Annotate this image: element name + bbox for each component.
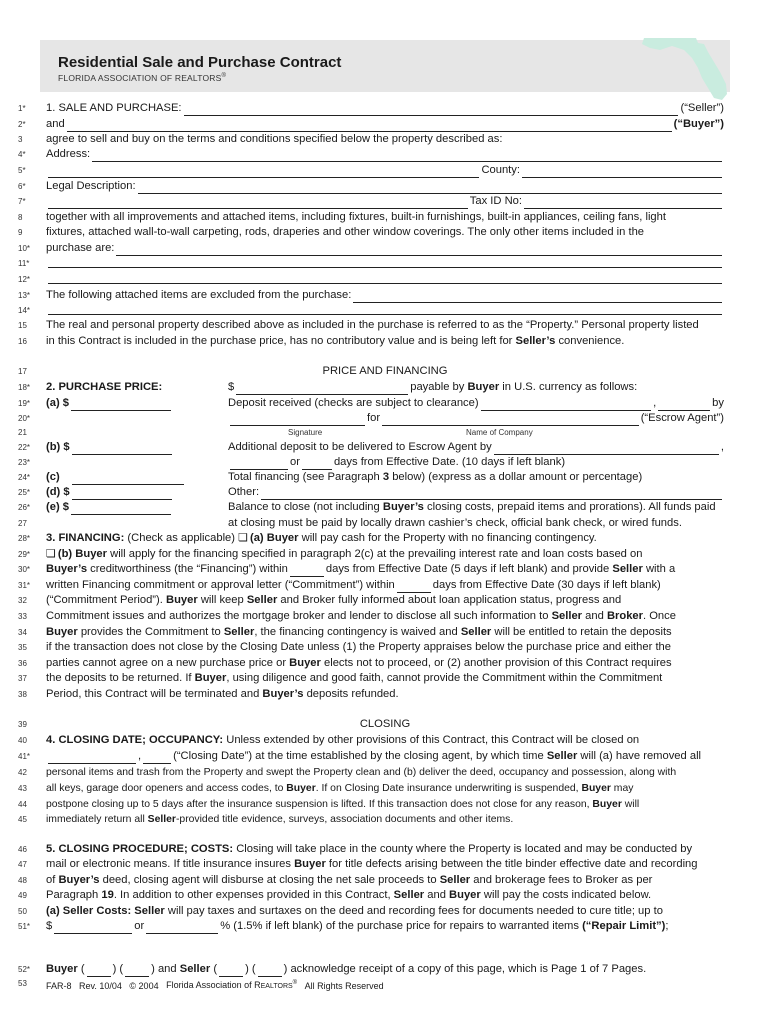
additional-deposit-date-field[interactable] (494, 443, 719, 455)
line-51: 51* $ or % (1.5% if left blank) of the purchase price for repairs to warranted items (“Repair Limit”) ; (18, 920, 669, 932)
excluded-items-field[interactable] (353, 291, 722, 303)
line-18: 18* 2. PURCHASE PRICE: $ payable by Buyer in U.S. currency as follows: (18, 381, 638, 393)
line-35: 35 if the transaction does not close by the Closing Date unless (1) the Property appraises below the purchase price and either the (18, 641, 671, 653)
form-revision: Rev. 10/04 (79, 981, 122, 991)
other-description-field[interactable] (261, 488, 722, 500)
line-39: 39 CLOSING (18, 718, 411, 730)
excluded-items-field-2[interactable] (48, 303, 722, 315)
copyright: © 2004 (129, 981, 159, 991)
line-12: 12* (18, 272, 724, 287)
line-33: 33 Commitment issues and authorizes the mortgage broker and lender to disclose all such information to Seller and Broker . Once (18, 610, 676, 622)
section-heading-closing: CLOSING (359, 718, 411, 730)
line-25: 25* (d) $ Other: (18, 485, 724, 500)
line-1: 1* 1. SALE AND PURCHASE: (“Seller”) (18, 102, 724, 114)
other-d-field[interactable] (72, 488, 172, 500)
line-32: 32 (“Commitment Period”). Buyer will keep Seller and Broker fully informed about loan application status, progress and (18, 594, 622, 606)
line-19: 19* (a) $ Deposit received (checks are subject to clearance) , by (18, 397, 724, 409)
commitment-days-field[interactable] (397, 581, 431, 593)
repair-limit-amount-field[interactable] (54, 922, 132, 934)
tax-id-field[interactable] (524, 197, 722, 209)
legal-description-field-2[interactable] (48, 197, 468, 209)
footer: 53 FAR-8 Rev. 10/04 © 2004 Florida Association of REALTORS® All Rights Reserved (18, 976, 724, 991)
line-28: 28* 3. FINANCING: (Check as applicable) ❏ (a) Buyer will pay cash for the Property with no financing contingency. (18, 532, 597, 544)
line-36: 36 parties cannot agree on a new purchase price or Buyer elects not to proceed, or (2) another provision of this Contract requires (18, 657, 672, 669)
line-11: 11* (18, 256, 724, 271)
address-field-2[interactable] (48, 166, 479, 178)
line-44: 44 postpone closing up to 5 days after the insurance suspension is lifted. If this transaction does not close for any reason, Buyer will (18, 799, 640, 810)
closing-date-field[interactable] (48, 752, 136, 764)
legal-description-field[interactable] (138, 182, 722, 194)
line-13: 13* The following attached items are excluded from the purchase: (18, 288, 724, 303)
additional-deposit-days-field[interactable] (302, 458, 332, 470)
deposit-by-field[interactable] (658, 399, 710, 411)
line-52: 52* Buyer ( ) ( ) and Seller ( ) ( ) acknowledge receipt of a copy of this page, which is Page 1 of 7 Pages. (18, 963, 647, 975)
county-field[interactable] (522, 166, 722, 178)
line-27: 27 at closing must be paid by locally drawn cashier’s check, official bank check, or wired funds. (18, 517, 682, 529)
seller-name-field[interactable] (184, 104, 679, 116)
line-10: 10* purchase are: (18, 241, 724, 256)
association-name: Florida Association of REALTORS® (166, 980, 298, 990)
line-34: 34 Buyer provides the Commitment to Seller , the financing contingency is waived and Seller will be entitled to retain the deposits (18, 626, 672, 638)
financing-days-field[interactable] (290, 565, 324, 577)
line-45: 45 immediately return all Seller -provided title evidence, surveys, association documents and other items. (18, 814, 514, 825)
checkbox-financing[interactable]: ❏ (46, 548, 56, 560)
line-9: 9 fixtures, attached wall-to-wall carpeting, rods, draperies and other window coverings. The only other items included in the (18, 226, 645, 238)
line-47: 47 mail or electronic means. If title insurance insures Buyer for title defects arising between the title binder effective date and recording (18, 858, 698, 870)
line-16: 16 in this Contract is included in the purchase price, has no contributory value and is being left for Seller’s convenience. (18, 335, 625, 347)
line-42: 42 personal items and trash from the Property and swept the Property clean and (b) deliver the deed, occupancy and possession, along with (18, 767, 677, 778)
section-heading-price: PRICE AND FINANCING (322, 365, 448, 377)
line-50: 50 (a) Seller Costs: Seller will pay taxes and surtaxes on the deed and recording fees for documents needed to cure title; up to (18, 905, 663, 917)
line-46: 46 5. CLOSING PROCEDURE; COSTS: Closing will take place in the county where the Property is located and may be conducted by (18, 843, 693, 855)
line-31: 31* written Financing commitment or approval letter (“Commitment”) within days from Effective Date (30 days if left blank) (18, 579, 661, 591)
form-title: Residential Sale and Purchase Contract (58, 54, 342, 71)
address-field[interactable] (92, 150, 722, 162)
deposit-a-field[interactable] (71, 399, 171, 411)
repair-limit-percent-field[interactable] (146, 922, 218, 934)
line-6: 6* Legal Description: (18, 179, 724, 194)
line-49: 49 Paragraph 19 . In addition to other expenses provided in this Contract, Seller and Buyer will pay the costs indicated below. (18, 889, 652, 901)
purchase-price-field[interactable] (236, 383, 408, 395)
line-5: 5* County: (18, 163, 724, 178)
line-21: 21 Signature Name of Company (18, 428, 533, 437)
line-48: 48 of Buyer’s deed, closing agent will disburse at closing the net sale proceeds to Seller and brokerage fees to Broker as per (18, 874, 653, 886)
line-17: 17 PRICE AND FINANCING (18, 365, 448, 377)
deposit-received-field[interactable] (481, 399, 651, 411)
line-22: 22* (b) $ Additional deposit to be delivered to Escrow Agent by , (18, 441, 724, 453)
line-43: 43 all keys, garage door openers and access codes, to Buyer . If on Closing Date insurance underwriting is suspended, Buyer may (18, 783, 634, 794)
buyer-name-field[interactable] (67, 120, 672, 132)
line-2: 2* and (“Buyer”) (18, 118, 724, 130)
form-code: FAR-8 (46, 981, 72, 991)
included-items-field-2[interactable] (48, 256, 722, 268)
line-29: 29* ❏ (b) Buyer will apply for the financing specified in paragraph 2(c) at the prevailing interest rate and loan costs based on (18, 548, 643, 560)
form-subtitle: FLORIDA ASSOCIATION OF REALTORS® (58, 73, 227, 83)
line-40: 40 4. CLOSING DATE; OCCUPANCY: Unless extended by other provisions of this Contract, this Contract will be closed on (18, 734, 640, 746)
included-items-field-3[interactable] (48, 272, 722, 284)
closing-year-field[interactable] (143, 752, 171, 764)
line-37: 37 the deposits to be returned. If Buyer , using diligence and good faith, cannot provide the Commitment within the Commitment (18, 672, 663, 684)
line-41: 41* , (“Closing Date”) at the time established by the closing agent, by which time Seller will (a) have removed all (18, 750, 702, 762)
line-15: 15 The real and personal property described above as included in the purchase is referred to as the “Property.” Personal property listed (18, 319, 699, 331)
line-4: 4* Address: (18, 147, 724, 162)
rights-reserved: All Rights Reserved (304, 981, 384, 991)
additional-deposit-alt-field[interactable] (230, 458, 288, 470)
line-14: 14* (18, 303, 724, 318)
line-8: 8 together with all improvements and attached items, including fixtures, built-in furnishings, built-in appliances, ceiling fans, light (18, 211, 666, 223)
deposit-b-field[interactable] (72, 443, 172, 455)
financing-c-field[interactable] (72, 473, 184, 485)
line-23: 23* or days from Effective Date. (10 days if left blank) (18, 456, 566, 468)
balance-e-field[interactable] (71, 503, 171, 515)
checkbox-cash[interactable]: ❏ (238, 532, 248, 544)
included-items-field[interactable] (116, 244, 722, 256)
line-7: 7* Tax ID No: (18, 194, 724, 209)
line-20: 20* for (“Escrow Agent”) (18, 412, 724, 424)
line-38: 38 Period, this Contract will be terminated and Buyer’s deposits refunded. (18, 688, 399, 700)
line-30: 30* Buyer’s creditworthiness (the “Financing”) within days from Effective Date (5 days if left blank) and provide Seller with a (18, 563, 676, 575)
line-26: 26* (e) $ Balance to close (not including Buyer’s closing costs, prepaid items and prorations). All funds paid (18, 501, 716, 513)
line-3: 3 agree to sell and buy on the terms and conditions specified below the property described as: (18, 133, 503, 145)
line-24: 24* (c) Total financing (see Paragraph 3 below) (express as a dollar amount or percentage) (18, 471, 643, 483)
